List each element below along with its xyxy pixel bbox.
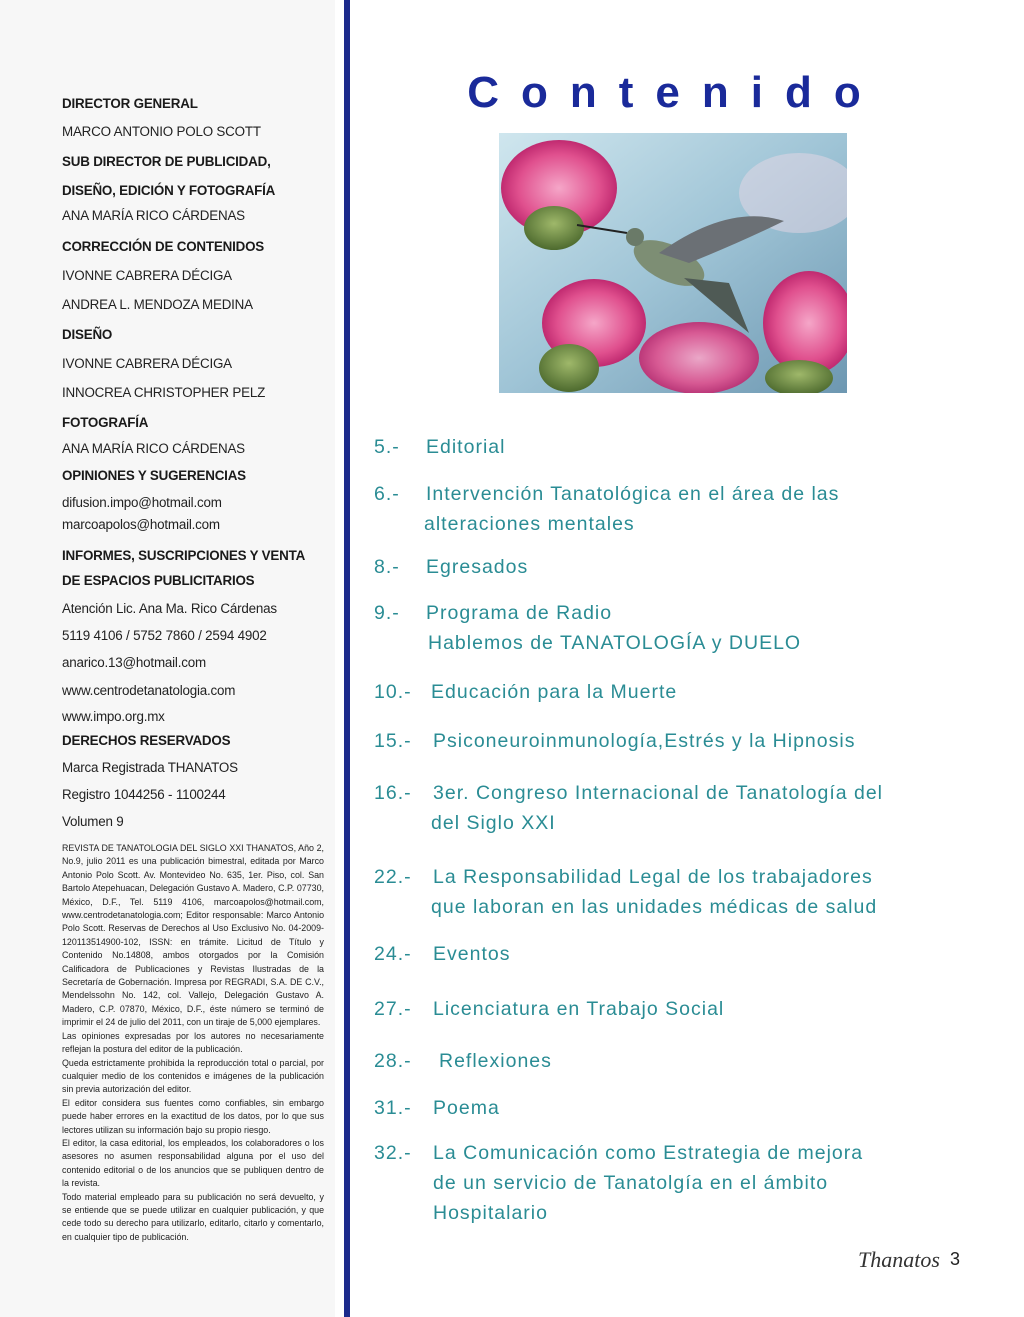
toc-title-line: Licenciatura en Trabajo Social bbox=[433, 998, 725, 1020]
toc-number: 8.- bbox=[374, 556, 400, 578]
toc-title-line: Programa de Radio bbox=[426, 602, 613, 624]
toc-number: 28.- bbox=[374, 1050, 412, 1072]
legal-paragraph: REVISTA DE TANATOLOGIA DEL SIGLO XXI THANATOS, Año 2, No.9, julio 2011 es una publicación bimestral, editada por Marco Antonio Polo Scott. Av. Montevideo No. 635, 1er. Piso, col. San Bartolo Atepehuacan, Delegación Gustavo A. Madero, C.P. 07730, México, D.F., Tel. 5119 4106, marcoapolos@hotmail.com, www.centrodetanatologia.com; Editor responsable: Marco Antonio Polo Scott. Reservas de Derechos al Uso Exclusivo No. 04-2009-120113514900-102, ISSN: en trámite. Licitud de Título y Contenido No.14808, ambos otorgados por la Comisión Calificadora de Publicaciones y Revistas Ilustradas de la Secretaría de Gobernación. Impresa por REGRADI, S.A. DE C.V., Mendelssohn No. 142, col. Vallejo, Delegación Gustavo A. Madero, C.P. 07870, México, D.F., éste número se terminó de imprimir el 24 de julio del 2011, con un tiraje de 5,000 ejemplares. bbox=[62, 843, 324, 1028]
credit-heading: DERECHOS RESERVADOS bbox=[62, 733, 231, 748]
toc-number: 24.- bbox=[374, 943, 412, 965]
credit-entry: ANA MARÍA RICO CÁRDENAS bbox=[62, 208, 245, 223]
credit-heading: DISEÑO bbox=[62, 327, 113, 342]
toc-title-line: Editorial bbox=[426, 436, 506, 458]
toc-title-line: Psiconeuroinmunología,Estrés y la Hipnosis bbox=[433, 730, 856, 752]
credit-heading: SUB DIRECTOR DE PUBLICIDAD, bbox=[62, 154, 271, 169]
legal-paragraph: Queda estrictamente prohibida la reproducción total o parcial, por cualquier medio de los contenidos e imágenes de la publicación sin previa autorización del editor. bbox=[62, 1057, 324, 1095]
credit-entry: ANDREA L. MENDOZA MEDINA bbox=[62, 297, 253, 312]
credit-entry: IVONNE CABRERA DÉCIGA bbox=[62, 268, 232, 283]
toc-title-line: La Responsabilidad Legal de los trabajadores bbox=[433, 866, 873, 888]
toc-title-line: Hospitalario bbox=[433, 1202, 548, 1224]
toc-title-line: Intervención Tanatológica en el área de las bbox=[426, 483, 840, 505]
toc-number: 5.- bbox=[374, 436, 400, 458]
legal-paragraph: El editor considera sus fuentes como confiables, sin embargo puede haber errores en la exactitud de los datos, por lo que sus lectores utilizan su información bajo su propio riesgo. bbox=[62, 1097, 324, 1135]
toc-title-line: de un servicio de Tanatolgía en el ámbito bbox=[433, 1172, 829, 1194]
legal-paragraph: Las opiniones expresadas por los autores no necesariamente reflejan la postura del editor de la publicación. bbox=[62, 1030, 324, 1055]
toc-number: 22.- bbox=[374, 866, 412, 888]
toc-number: 15.- bbox=[374, 730, 412, 752]
toc-number: 6.- bbox=[374, 483, 400, 505]
toc-number: 9.- bbox=[374, 602, 400, 624]
credit-heading: CORRECCIÓN DE CONTENIDOS bbox=[62, 239, 265, 254]
credit-entry: www.centrodetanatologia.com bbox=[62, 683, 236, 698]
toc-title-line: alteraciones mentales bbox=[424, 513, 635, 535]
credit-entry: marcoapolos@hotmail.com bbox=[62, 517, 220, 532]
credit-entry: IVONNE CABRERA DÉCIGA bbox=[62, 356, 232, 371]
credit-heading: DE ESPACIOS PUBLICITARIOS bbox=[62, 573, 255, 588]
toc-number: 31.- bbox=[374, 1097, 412, 1119]
credit-entry: 5119 4106 / 5752 7860 / 2594 4902 bbox=[62, 628, 267, 643]
credit-entry: anarico.13@hotmail.com bbox=[62, 655, 206, 670]
toc-title-line: del Siglo XXI bbox=[431, 812, 556, 834]
credit-entry: www.impo.org.mx bbox=[62, 709, 165, 724]
toc-number: 16.- bbox=[374, 782, 412, 804]
legal-paragraph: El editor, la casa editorial, los empleados, los colaboradores o los asesores no asumen responsabilidad alguna por el uso del contenido editorial o de los anuncios que se publiquen dentro de la revista. bbox=[62, 1137, 324, 1189]
credit-heading: INFORMES, SUSCRIPCIONES Y VENTA bbox=[62, 548, 306, 563]
toc-number: 10.- bbox=[374, 681, 412, 703]
toc-number: 27.- bbox=[374, 998, 412, 1020]
toc-title-line: Reflexiones bbox=[439, 1050, 552, 1072]
credit-heading: OPINIONES Y SUGERENCIAS bbox=[62, 468, 246, 483]
toc-title-line: 3er. Congreso Internacional de Tanatología del bbox=[433, 782, 884, 804]
credit-heading: FOTOGRAFÍA bbox=[62, 415, 149, 430]
credit-entry: Registro 1044256 - 1100244 bbox=[62, 787, 226, 802]
toc-number: 32.- bbox=[374, 1142, 412, 1164]
hummingbird-photo bbox=[499, 133, 847, 393]
credit-entry: difusion.impo@hotmail.com bbox=[62, 495, 222, 510]
legal-paragraph: Todo material empleado para su publicación no será devuelto, y se entiende que se puede utilizar en cualquier publicación, y que cede todo su derecho para utilizarlo, editarlo, citarlo y comentarlo, en cualquier tipo de publicación. bbox=[62, 1191, 324, 1242]
toc-title-line: Eventos bbox=[433, 943, 511, 965]
credit-heading: DISEÑO, EDICIÓN Y FOTOGRAFÍA bbox=[62, 183, 276, 198]
toc-title-line: La Comunicación como Estrategia de mejora bbox=[433, 1142, 864, 1164]
column-divider bbox=[344, 0, 350, 1317]
toc-title-line: Egresados bbox=[426, 556, 529, 578]
credit-entry: MARCO ANTONIO POLO SCOTT bbox=[62, 124, 261, 139]
credit-entry: Volumen 9 bbox=[62, 814, 124, 829]
toc-title-line: Poema bbox=[433, 1097, 500, 1119]
page-title: Contenido bbox=[467, 68, 883, 117]
toc-title-line: Hablemos de TANATOLOGÍA y DUELO bbox=[428, 632, 802, 654]
credit-entry: INNOCREA CHRISTOPHER PELZ bbox=[62, 385, 266, 400]
page-number: 3 bbox=[950, 1249, 961, 1269]
toc-title-line: que laboran en las unidades médicas de salud bbox=[431, 896, 878, 918]
credit-entry: ANA MARÍA RICO CÁRDENAS bbox=[62, 441, 245, 456]
credit-entry: Atención Lic. Ana Ma. Rico Cárdenas bbox=[62, 601, 277, 616]
credit-heading: DIRECTOR GENERAL bbox=[62, 96, 198, 111]
credit-entry: Marca Registrada THANATOS bbox=[62, 760, 238, 775]
legal-notice bbox=[62, 842, 324, 1244]
toc-title-line: Educación para la Muerte bbox=[431, 681, 678, 703]
thanatos-logo: Thanatos bbox=[858, 1247, 940, 1272]
